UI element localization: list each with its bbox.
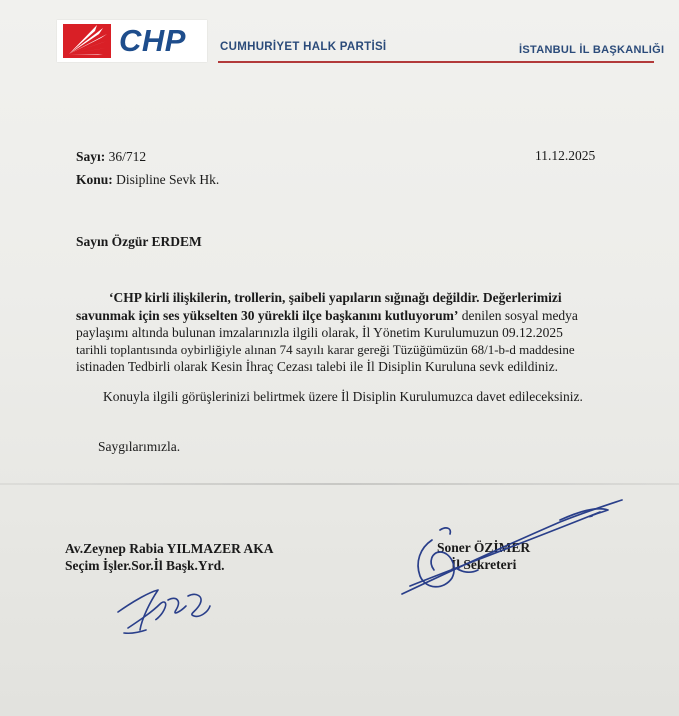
logo-text: CHP [119,23,186,58]
quote-rest: denilen sosyal medya [458,308,578,323]
body-line: paylaşımı altında bulunan imzalarınızla ilgili olarak, İl Yönetim Kurulumuzun 09.12.2025 [76,325,563,340]
signatory-2-title: İl Sekreteri [451,557,517,572]
body-line: istinaden Tedbirli olarak Kesin İhraç Cezası talebi ile İl Disiplin Kuruluna sevk edildiniz. [76,359,559,374]
body-line: ‘CHP kirli ilişkilerin, trollerin, şaibeli yapıların sığınağı değildir. Değerlerimizi [109,290,562,305]
org-name: CUMHURİYET HALK PARTİSİ [220,41,387,53]
quote-bold: savunmak için ses yükselten 30 yürekli ilçe başkanını kutluyorum’ [76,308,459,323]
konu-value: Disipline Sevk Hk. [116,172,220,187]
signatory-1-title: Seçim İşler.Sor.İl Başk.Yrd. [65,558,225,573]
addressee: Sayın Özgür ERDEM [76,234,202,249]
sayi-label: Sayı: [76,149,106,164]
signatory-2-name: Soner ÖZİMER [437,540,531,555]
letter-date: 11.12.2025 [535,148,596,163]
konu-label: Konu: [76,172,113,187]
org-unit: İSTANBUL İL BAŞKANLIĞI [519,44,665,56]
closing: Saygılarımızla. [98,439,181,454]
signature-1 [118,590,210,633]
body-paragraph-2: Konuyla ilgili görüşlerinizi belirtmek üzere İl Disiplin Kurulumuzca davet edileceksiniz. [103,389,583,404]
signatory-1-name: Av.Zeynep Rabia YILMAZER AKA [65,541,274,556]
sayi-value: 36/712 [108,149,147,164]
body-line: tarihli toplantısında oybirliğiyle alınan 74 sayılı karar gereği Tüzüğümüzün 68/1-b-d maddesine [76,342,575,357]
signature-2 [402,500,622,594]
